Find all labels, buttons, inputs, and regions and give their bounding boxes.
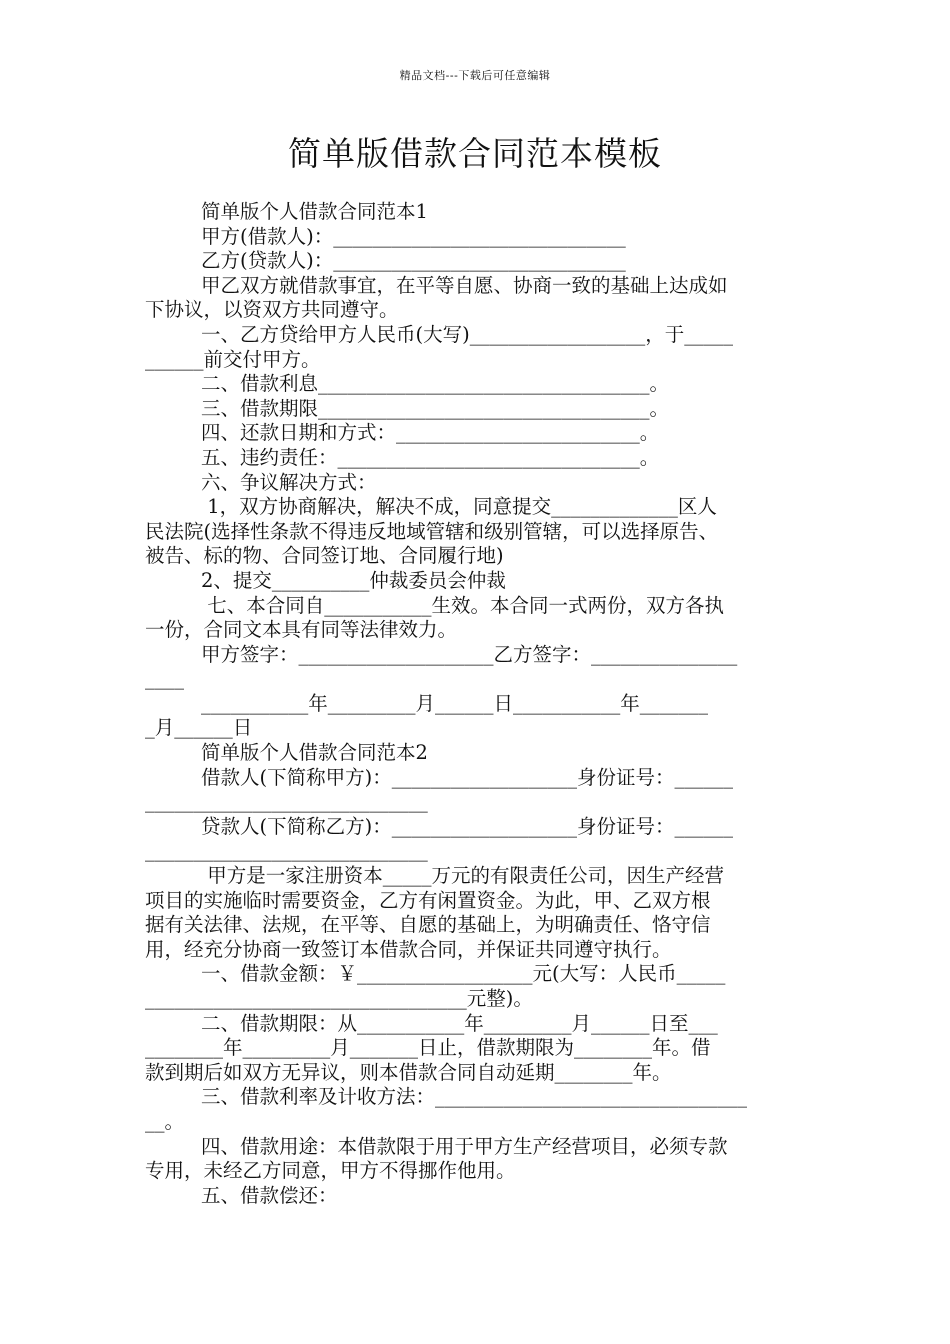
contract-text-line: __。 [145,1109,185,1133]
contract-text-line: 简单版个人借款合同范本1 [201,200,428,223]
contract-text-line: 一份，合同文本具有同等法律效力。 [145,618,458,642]
contract-text-line: 据有关法律、法规，在平等、自愿的基础上，为明确责任、恪守信 [145,913,711,937]
contract-text-line: _月______日 [145,716,253,740]
contract-text-line: 下协议，以资双方共同遵守。 [145,298,399,322]
contract-text-line: ____ [145,667,184,691]
contract-text-line: 四、还款日期和方式：_________________________。 [201,421,660,445]
contract-text-line: 专用，未经乙方同意，甲方不得挪作他用。 [145,1159,516,1183]
contract-text-line: 2、提交__________仲裁委员会仲裁 [201,568,506,592]
contract-text-line: 项目的实施临时需要资金，乙方有闲置资金。为此，甲、乙双方根 [145,888,711,912]
contract-text-line: 甲方签字：____________________乙方签字：_______________ [201,642,738,666]
contract-text-line: 四、借款用途：本借款限于用于甲方生产经营项目，必须专款 [201,1134,728,1158]
contract-text-line: 五、违约责任：_______________________________。 [201,445,660,469]
contract-text-line: 用，经充分协商一致签订本借款合同，并保证共同遵守执行。 [145,937,672,961]
contract-text-line: 贷款人(下简称乙方)：___________________身份证号：______ [201,814,733,838]
contract-text-line: ________年_________月_______日止，借款期限为________年。借 [145,1036,711,1060]
contract-text-line: 五、借款偿还： [201,1183,338,1207]
contract-text-line: 1，双方协商解决，解决不成，同意提交_____________区人 [201,495,717,519]
contract-body [145,200,807,1208]
contract-text-line: 六、争议解决方式： [201,470,377,494]
contract-text-line: 三、借款期限__________________________________。 [201,396,670,420]
contract-text-line: 甲方是一家注册资本_____万元的有限责任公司，因生产经营 [201,864,724,888]
contract-text-line: 七、本合同自___________生效。本合同一式两份，双方各执 [201,593,724,617]
contract-text-line: 简单版个人借款合同范本2 [201,741,428,765]
contract-text-line: _____________________________ [145,790,428,814]
document-title: 简单版借款合同范本模板 [288,134,662,173]
contract-text-line: 二、借款利息__________________________________。 [201,372,670,396]
contract-text-line: 甲乙双方就借款事宜，在平等自愿、协商一致的基础上达成如 [201,273,728,297]
contract-text-line: 乙方(贷款人)：______________________________ [201,249,626,273]
contract-text-line: 三、借款利率及计收方法：________________________________ [201,1085,748,1109]
contract-text-line: ______前交付甲方。 [145,347,321,371]
contract-text-line: 二、借款期限：从___________年_________月______日至___ [201,1011,718,1035]
contract-text-line: 款到期后如双方无异议，则本借款合同自动延期________年。 [145,1060,672,1084]
contract-text-line: ___________年_________月______日___________年_______ [201,691,708,715]
contract-text-line: 一、乙方贷给甲方人民币(大写)__________________，于_____ [201,322,733,346]
contract-text-line: 被告、标的物、合同签订地、合同履行地) [145,544,504,568]
contract-text-line: 一、借款金额：￥__________________元(大写：人民币_____ [201,962,726,986]
contract-text-line: 民法院(选择性条款不得违反地域管辖和级别管辖，可以选择原告、 [145,519,719,543]
page-header-note: 精品文档---下载后可任意编辑 [399,69,551,82]
contract-text-line: 借款人(下简称甲方)：___________________身份证号：______ [201,765,733,789]
contract-text-line: _________________________________元整)。 [145,987,533,1010]
contract-text-line: 甲方(借款人)：______________________________ [201,224,626,248]
contract-text-line: _____________________________ [145,839,428,863]
